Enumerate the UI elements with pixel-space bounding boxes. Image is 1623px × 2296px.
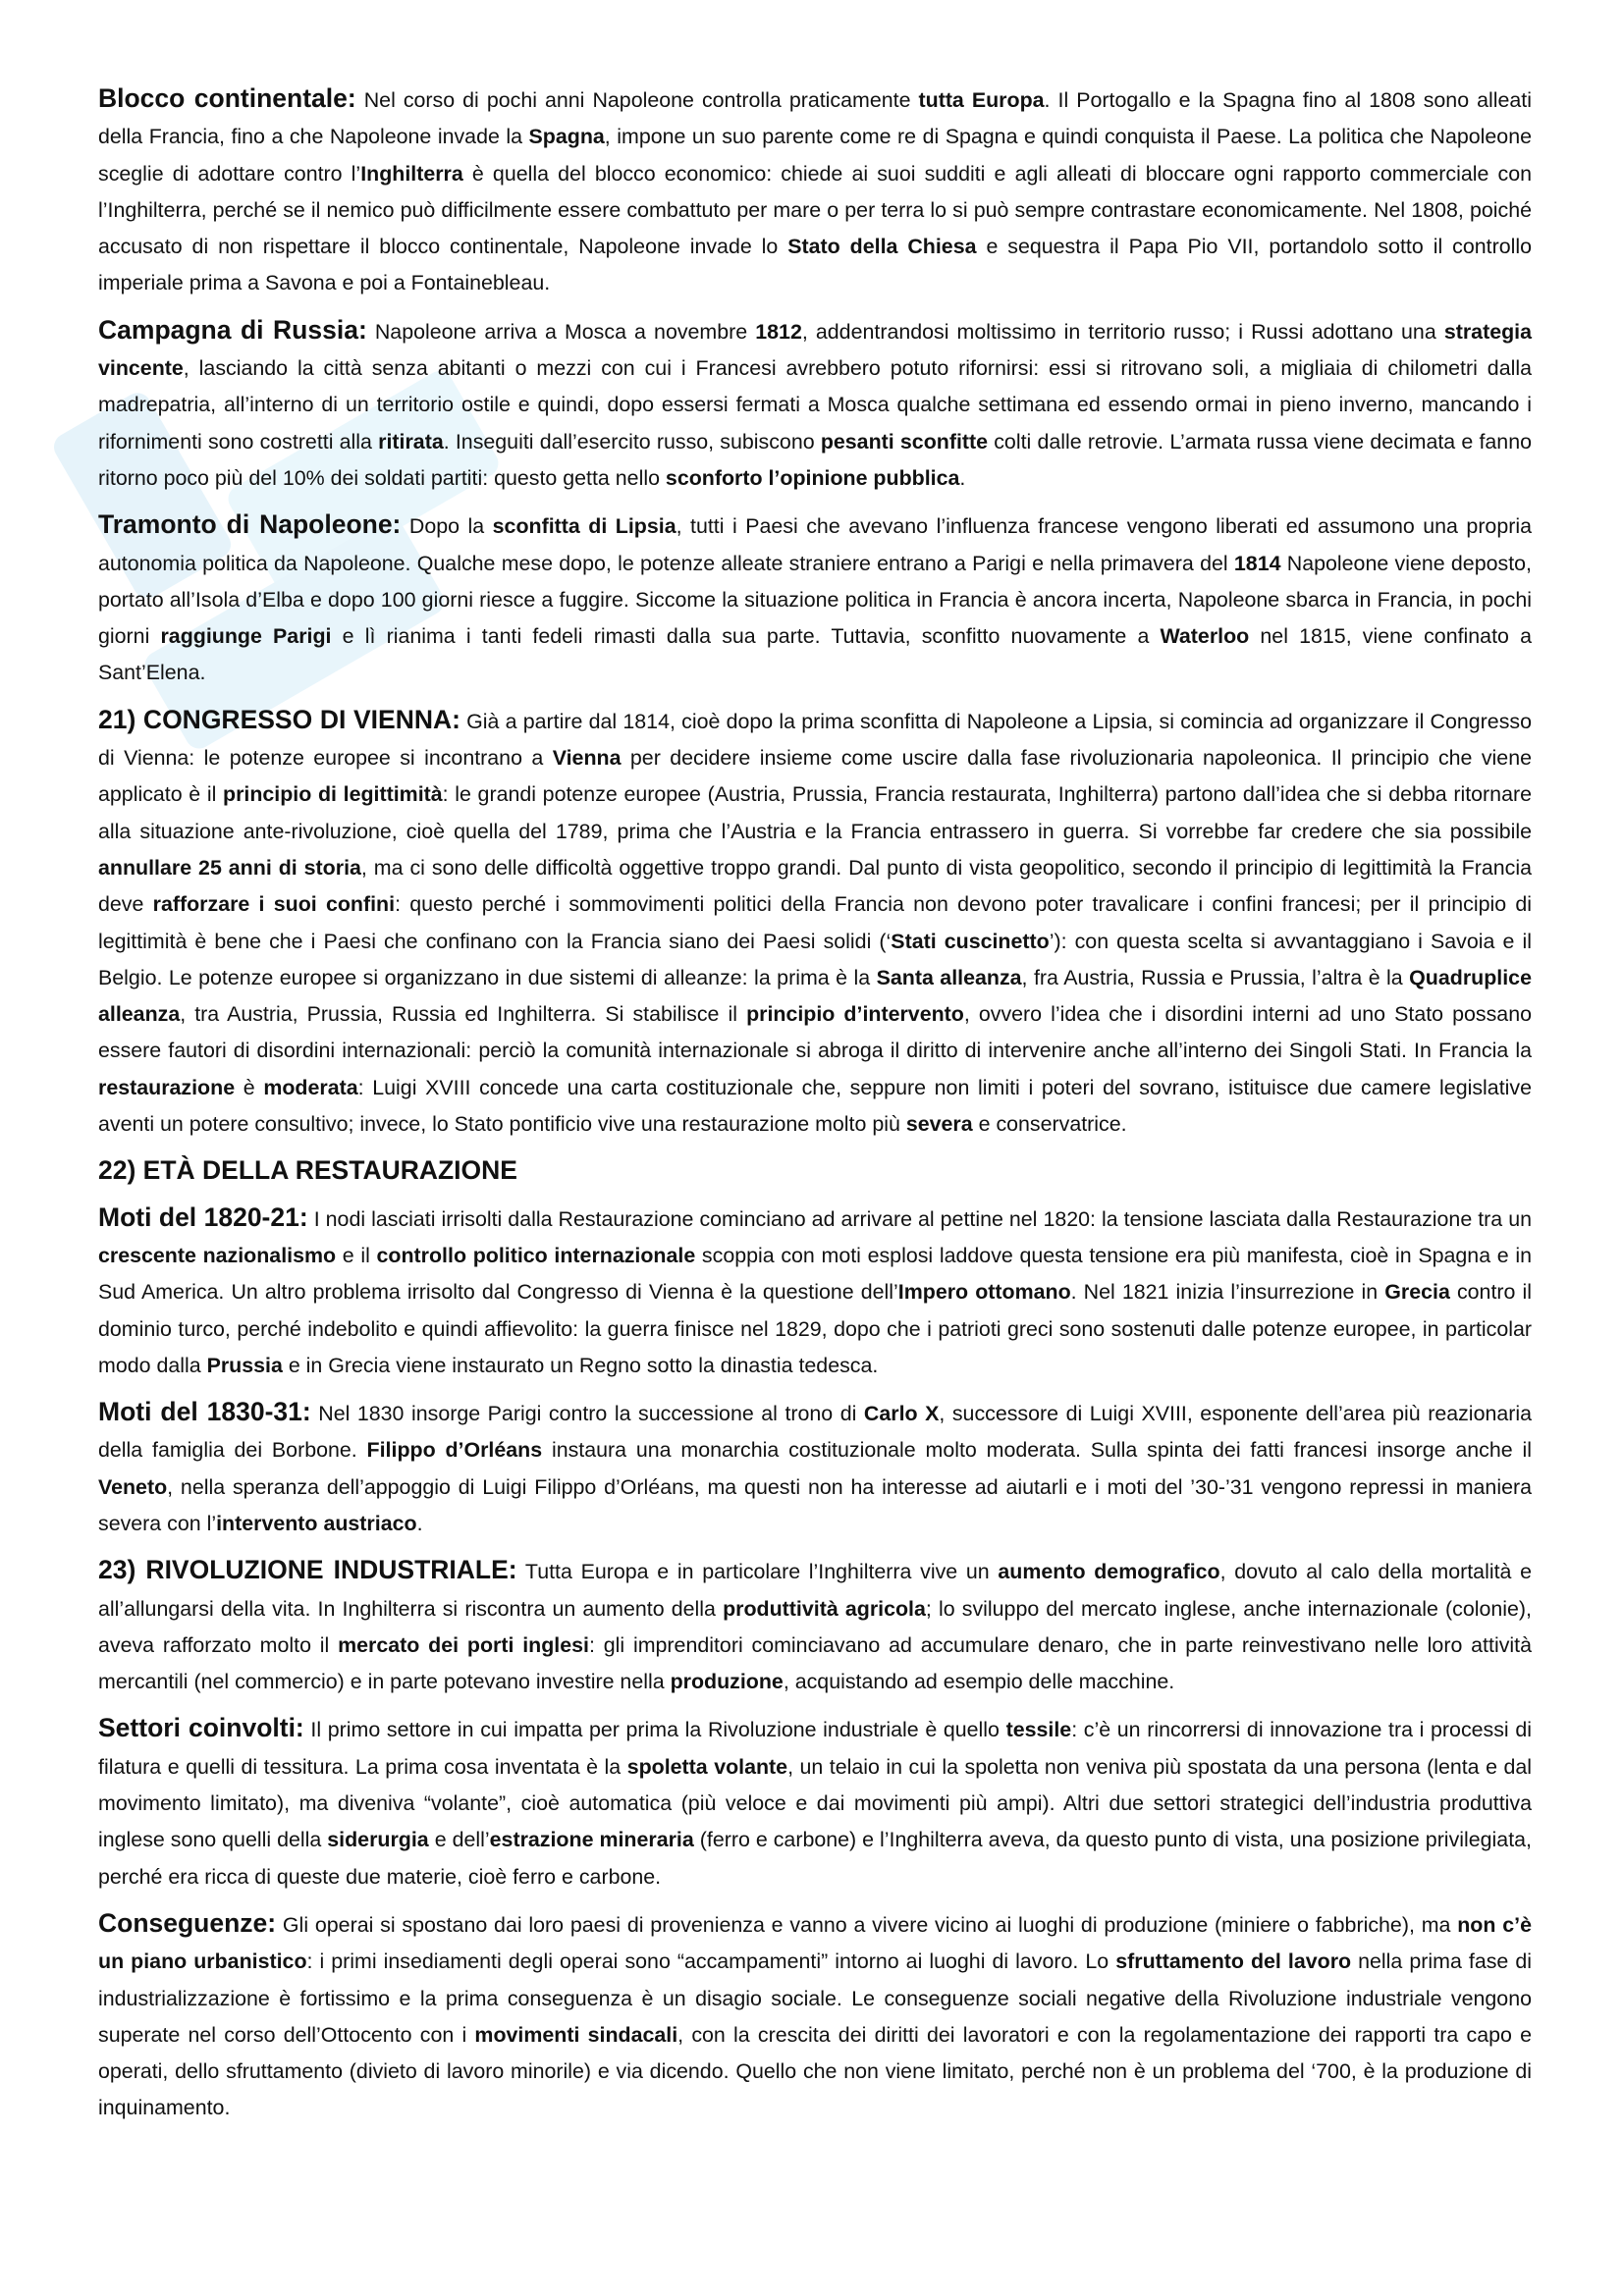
section-heading: Moti del 1820-21:	[98, 1201, 308, 1232]
body-text: , tra Austria, Prussia, Russia ed Inghilterra. Si stabilisce il	[180, 1002, 747, 1027]
bold-term: principio di legittimità	[223, 782, 443, 807]
paragraph	[98, 80, 1532, 302]
body-text: e lì rianima i tanti fedeli rimasti dalla sua parte. Tuttavia, sconfitto nuovamente a	[331, 624, 1161, 649]
body-text: Nel corso di pochi anni Napoleone controlla praticamente	[355, 88, 919, 112]
body-text: : i primi insediamenti degli operai sono “accampamenti” intorno ai luoghi di lavoro. Lo	[306, 1949, 1116, 1974]
body-text: ’): con questa scelta si avvantaggiano i Savoia e il Belgio. Le potenze europee si organizzano in due sistemi di alleanze: la prima è la	[98, 929, 1532, 989]
bold-term: sconforto l’opinione pubblica	[665, 465, 960, 490]
body-text: è quella del blocco economico: chiede ai suoi sudditi e agli alleati di bloccare ogni rapporto commerciale con l’Inghilterra, perché se il nemico può difficilmente essere combattuto per mare o per terra lo si può sempre contrastare economicamente. Nel 1808, poiché accusato di non rispettare il blocco continentale, Napoleone invade lo	[98, 161, 1532, 259]
paragraph	[98, 1710, 1532, 1895]
bold-term: severa	[905, 1112, 973, 1137]
bold-term: Waterloo	[1160, 624, 1250, 649]
body-text: .	[959, 465, 966, 490]
paragraph	[98, 312, 1532, 497]
body-text: ; lo sviluppo del mercato inglese, anche internazionale (colonie), aveva rafforzato molto il	[98, 1596, 1533, 1657]
body-text: : gli imprenditori cominciavano ad accumulare denaro, che in parte reinvestivano nelle loro attività mercantili (nel commercio) e in parte potevano investire nella	[98, 1632, 1532, 1694]
bold-term: pesanti sconfitte	[820, 429, 989, 454]
bold-term: movimenti sindacali	[474, 2022, 678, 2047]
bold-term: Vienna	[552, 746, 622, 771]
paragraph	[98, 507, 1532, 691]
body-text: , dovuto al calo della mortalità e all’allungarsi della vita. In Inghilterra si riscontra un aumento della	[98, 1560, 1533, 1621]
body-text: , fra Austria, Russia e Prussia, l’altra è la	[1021, 965, 1410, 989]
section-heading: 22) ETÀ DELLA RESTAURAZIONE	[98, 1155, 517, 1186]
body-text: , acquistando ad esempio delle macchine.	[783, 1670, 1175, 1694]
bold-term: Santa alleanza	[876, 965, 1022, 989]
body-text: Già a partire dal 1814, cioè dopo la prima sconfitta di Napoleone a Lipsia, si comincia ad organizzare il Congresso di Vienna: le potenze europee si incontrano a	[98, 709, 1532, 771]
body-text: Gli operai si spostano dai loro paesi di provenienza e vanno a vivere vicino ai luoghi di produzione (miniere o fabbriche), ma	[276, 1912, 1458, 1937]
body-text: Napoleone arriva a Mosca a novembre	[366, 319, 756, 344]
paragraph	[98, 702, 1532, 1144]
bold-term: Prussia	[206, 1353, 283, 1377]
bold-term: 1814	[1233, 551, 1281, 575]
bold-term: sfruttamento del lavoro	[1115, 1949, 1352, 1974]
bold-term: moderata	[263, 1075, 358, 1099]
body-text: scoppia con moti esplosi laddove questa tensione era più manifesta, cioè in Spagna e in Sud America. Un altro problema irrisolto dal Congresso di Vienna è la questione dell’	[98, 1243, 1532, 1305]
section-heading: Blocco continentale:	[98, 83, 356, 113]
body-text: , ovvero l’idea che i disordini interni ad uno Stato possano essere fautori di disordini internazionali: perciò la comunità internazionale si abroga il diritto di intervenire anche all’interno dei Singoli Stati. In Francia la	[98, 1002, 1532, 1063]
body-text: (ferro e carbone) e l’Inghilterra aveva, da questo punto di vista, una posizione privilegiata, perché era ricca di queste due materie, cioè ferro e carbone.	[98, 1828, 1532, 1889]
body-text: : Luigi XVIII concede una carta costituzionale che, seppure non limiti i poteri del sovrano, istituisce due camere legislative aventi un potere consultivo; invece, lo Stato pontificio vive una restaurazione molto più	[98, 1075, 1532, 1137]
bold-term: produttività agricola	[723, 1596, 926, 1621]
bold-term: restaurazione	[98, 1075, 236, 1099]
body-text: I nodi lasciati irrisolti dalla Restaurazione cominciano ad arrivare al pettine nel 1820: la tensione lasciata dalla Restaurazione tra un	[307, 1206, 1532, 1231]
bold-term: crescente nazionalismo	[98, 1243, 337, 1267]
body-text: nel 1815, viene confinato a Sant’Elena.	[98, 624, 1532, 685]
paragraph	[98, 1905, 1532, 2127]
paragraph	[98, 1552, 1532, 1700]
bold-term: Spagna	[528, 125, 605, 149]
bold-term: ritirata	[378, 429, 444, 454]
bold-term: 1812	[755, 319, 802, 344]
section-heading: 23) RIVOLUZIONE INDUSTRIALE:	[98, 1555, 517, 1585]
body-text: : le grandi potenze europee (Austria, Prussia, Francia restaurata, Inghilterra) partono dall’idea che si debba ritornare alla situazione ante-rivoluzione, cioè quella del 1789, prima che l’Austria e la Francia entrassero in guerra. Si vorrebbe far credere che sia possibile	[98, 782, 1532, 843]
body-text: , ma ci sono delle difficoltà oggettive troppo grandi. Dal punto di vista geopolitico, secondo il principio di legittimità la Francia deve	[98, 855, 1532, 917]
bold-term: controllo politico internazionale	[376, 1243, 696, 1267]
body-text: per decidere insieme come uscire dalla fase rivoluzionaria napoleonica. Il principio che viene applicato è il	[98, 746, 1533, 807]
bold-term: Quadruplice alleanza	[98, 965, 1532, 1027]
bold-term: Stato della Chiesa	[787, 235, 977, 259]
body-text: : questo perché i sommovimenti politici della Francia non devono poter travalicare i confini francesi; per il principio di legittimità è bene che i Paesi che confinano con la Francia siano dei Paesi solidi (‘	[98, 892, 1533, 953]
body-text: e in Grecia viene instaurato un Regno sotto la dinastia tedesca.	[282, 1353, 879, 1377]
bold-term: principio d’intervento	[746, 1002, 964, 1027]
bold-term: tutta Europa	[918, 88, 1045, 112]
body-text: , lasciando la città senza abitanti o mezzi con cui i Francesi avrebbero potuto rifornirsi: essi si ritrovano soli, a migliaia di chilometri dalla madrepatria, all’interno di un territorio ostile e quindi, dopo essersi fermati a Mosca qualche settimana ed essendo ormai in pieno inverno, mancando i rifornimenti sono costretti alla	[98, 356, 1532, 454]
body-text: Tutta Europa e in particolare l’Inghilterra vive un	[516, 1560, 999, 1584]
bold-term: raggiunge Parigi	[160, 624, 332, 649]
bold-term: strategia vincente	[98, 319, 1532, 381]
body-text: , un telaio in cui la spoletta non veniva più spostata da una persona (lenta e dal movimento limitato), ma diveniva “volante”, cioè automatica (più veloce e dai movimenti più ampi). Altri due settori strategici dell’industria produttiva inglese sono quelli della	[98, 1754, 1532, 1852]
bold-term: produzione	[670, 1670, 784, 1694]
body-text: e il	[336, 1243, 377, 1267]
body-text: Il primo settore in cui impatta per prima la Rivoluzione industriale è quello	[303, 1718, 1006, 1742]
bold-term: mercato dei porti inglesi	[338, 1632, 589, 1657]
body-text: instaura una monarchia costituzionale molto moderata. Sulla spinta dei fatti francesi insorge anche il	[542, 1438, 1532, 1463]
bold-term: Filippo d’Orléans	[366, 1438, 543, 1463]
bold-term: siderurgia	[327, 1828, 429, 1852]
bold-term: Stati cuscinetto	[891, 929, 1050, 953]
body-text: contro il dominio turco, perché indebolito e quindi affievolito: la guerra finisce nel 1829, dopo che i patrioti greci sono sostenuti dalle potenze europee, in particolar modo dalla	[98, 1280, 1533, 1377]
bold-term: estrazione mineraria	[489, 1828, 694, 1852]
bold-term: sconfitta di Lipsia	[492, 514, 676, 539]
body-text: , impone un suo parente come re di Spagna e quindi conquista il Paese. La politica che Napoleone sceglie di adottare contro l’	[98, 125, 1532, 186]
body-text: è	[235, 1075, 264, 1099]
bold-term: Carlo X	[863, 1402, 940, 1426]
bold-term: annullare 25 anni di storia	[98, 855, 361, 880]
body-text: .	[416, 1511, 423, 1535]
body-text: . Inseguiti dall’esercito russo, subiscono	[443, 429, 821, 454]
body-text: : c’è un rincorrersi di innovazione tra i processi di filatura e quelli di tessitura. La prima cosa inventata è la	[98, 1718, 1532, 1779]
body-text: e dell’	[428, 1828, 490, 1852]
body-text: e sequestra il Papa Pio VII, portandolo sotto il controllo imperiale prima a Savona e poi a Fontainebleau.	[98, 235, 1532, 295]
body-text: colti dalle retrovie. L’armata russa viene decimata e fanno ritorno poco più del 10% dei soldati partiti: questo getta nello	[98, 429, 1532, 490]
body-text: . Nel 1821 inizia l’insurrezione in	[1070, 1280, 1385, 1305]
bold-term: spoletta volante	[626, 1754, 788, 1779]
section-heading: Campagna di Russia:	[98, 314, 367, 345]
section-heading: Conseguenze:	[98, 1907, 277, 1938]
section-heading: Settori coinvolti:	[98, 1713, 304, 1743]
body-text: , tutti i Paesi che avevano l’influenza francese vengono liberati ed assumono una propria autonomia politica da Napoleone. Qualche mese dopo, le potenze alleate straniere entrano a Parigi e nella primavera del	[98, 514, 1533, 575]
body-text: , successore di Luigi XVIII, esponente dell’area più reazionaria della famiglia dei Borbone.	[98, 1402, 1533, 1463]
section-heading: Tramonto di Napoleone:	[98, 509, 402, 540]
body-text: , nella speranza dell’appoggio di Luigi Filippo d’Orléans, ma questi non ha interesse ad aiutarli e i moti del ’30-’31 vengono repressi in maniera severa con l’	[98, 1474, 1532, 1535]
bold-term: rafforzare i suoi confini	[152, 892, 396, 917]
body-text: Napoleone viene deposto, portato all’Isola d’Elba e dopo 100 giorni riesce a fuggire. Siccome la situazione politica in Francia è ancora incerta, Napoleone sbarca in Francia, in pochi giorni	[98, 551, 1532, 649]
body-text: Dopo la	[401, 514, 493, 539]
section-heading: Moti del 1830-31:	[98, 1397, 311, 1427]
section-heading: 21) CONGRESSO DI VIENNA:	[98, 704, 460, 734]
body-text: Nel 1830 insorge Parigi contro la successione al trono di	[310, 1402, 864, 1426]
body-text: , addentrandosi moltissimo in territorio russo; i Russi adottano una	[801, 319, 1444, 344]
bold-term: tessile	[1005, 1718, 1072, 1742]
paragraph	[98, 1152, 1532, 1189]
paragraph	[98, 1394, 1532, 1542]
paragraph	[98, 1200, 1532, 1384]
body-text: nella prima fase di industrializzazione è fortissimo e la prima conseguenza è un disagio sociale. Le conseguenze sociali negative della Rivoluzione industriale vengono superate nel corso dell’Ottocento con i	[98, 1949, 1532, 2047]
bold-term: Inghilterra	[360, 161, 463, 186]
body-text: . Il Portogallo e la Spagna fino al 1808 sono alleati della Francia, fino a che Napoleone invade la	[98, 88, 1532, 149]
bold-term: Veneto	[98, 1474, 168, 1499]
bold-term: non c’è un piano urbanistico	[98, 1912, 1532, 1974]
body-text: , con la crescita dei diritti dei lavoratori e con la regolamentazione dei rapporti tra capo e operati, dello sfruttamento (divieto di lavoro minorile) e via dicendo. Quello che non viene limitato, perché non è un problema del ‘700, è la produzione di inquinamento.	[98, 2022, 1533, 2120]
document-body	[98, 80, 1532, 2137]
bold-term: Impero ottomano	[897, 1280, 1071, 1305]
bold-term: aumento demografico	[998, 1560, 1220, 1584]
bold-term: intervento austriaco	[216, 1511, 417, 1535]
body-text: e conservatrice.	[972, 1112, 1127, 1137]
bold-term: Grecia	[1384, 1280, 1450, 1305]
